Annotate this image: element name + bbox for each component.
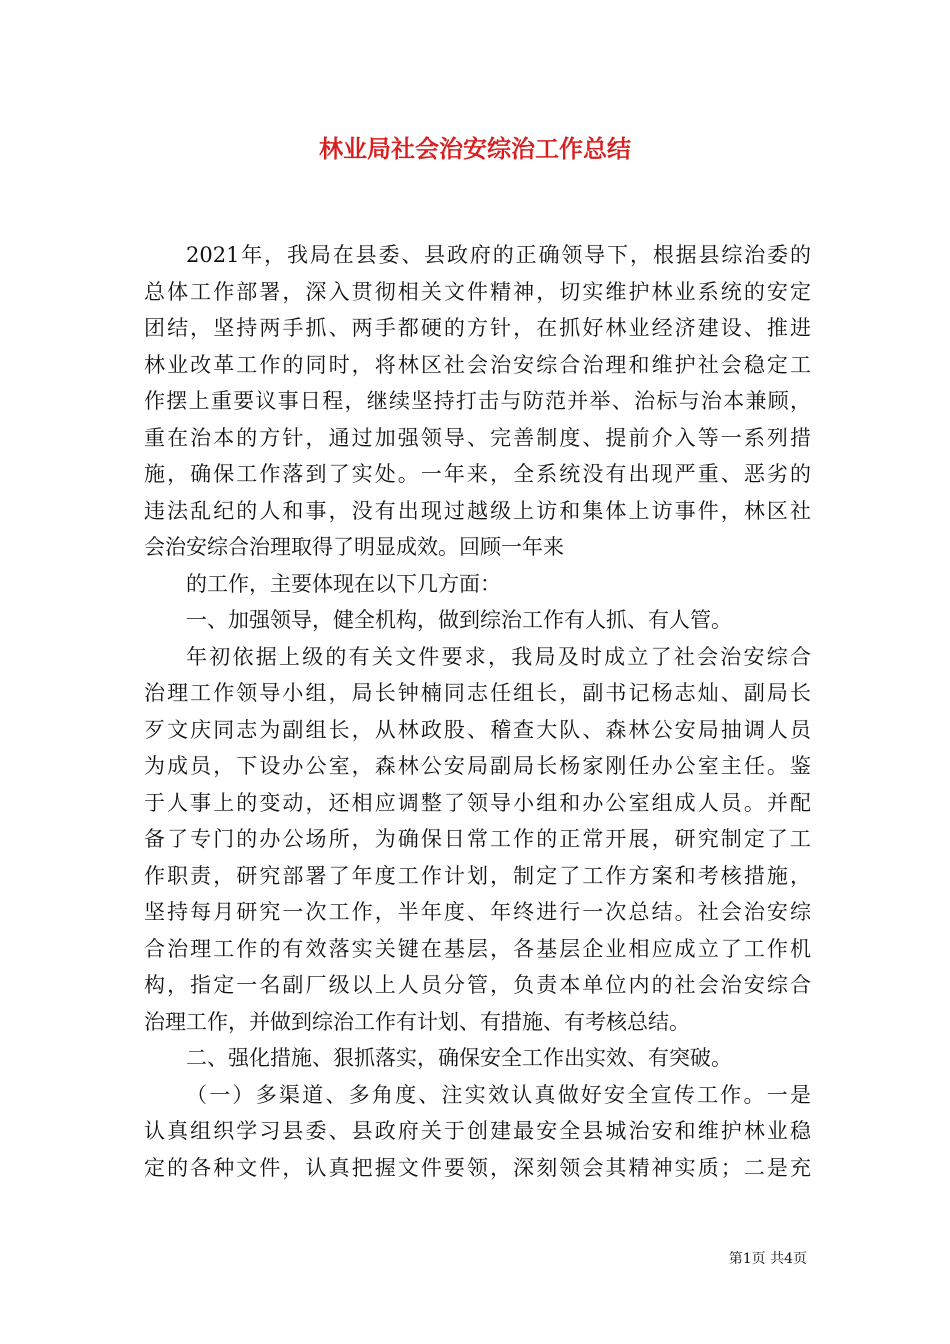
body-line: 治理工作领导小组，局长钟楠同志任组长，副书记杨志灿、副局长 <box>144 681 811 705</box>
body-line: 坚持每月研究一次工作，半年度、年终进行一次总结。社会治安综 <box>144 900 811 924</box>
body-line: 合治理工作的有效落实关键在基层，各基层企业相应成立了工作机 <box>144 936 811 961</box>
body-line: 林业改革工作的同时，将林区社会治安综合治理和维护社会稳定工 <box>144 352 811 377</box>
body-line: 年初依据上级的有关文件要求，我局及时成立了社会治安综合 <box>186 644 811 669</box>
body-line: 定的各种文件，认真把握文件要领，深刻领会其精神实质；二是充 <box>144 1155 811 1180</box>
body-line: 的工作，主要体现在以下几方面： <box>186 571 501 596</box>
body-line: 认真组织学习县委、县政府关于创建最安全县城治安和维护林业稳 <box>144 1119 811 1143</box>
document-title: 林业局社会治安综治工作总结 <box>319 134 631 163</box>
body-line: 治理工作，并做到综治工作有计划、有措施、有考核总结。 <box>144 1009 690 1034</box>
body-line: 作职责，研究部署了年度工作计划，制定了工作方案和考核措施， <box>144 863 811 888</box>
body-line: 于人事上的变动，还相应调整了领导小组和办公室组成人员。并配 <box>144 790 811 815</box>
body-line: 施，确保工作落到了实处。一年来，全系统没有出现严重、恶劣的 <box>144 462 811 486</box>
body-line: 一、加强领导，健全机构，做到综治工作有人抓、有人管。 <box>186 608 732 632</box>
body-line: 重在治本的方针，通过加强领导、完善制度、提前介入等一系列措 <box>144 425 811 450</box>
body-line: 备了专门的办公场所，为确保日常工作的正常开展，研究制定了工 <box>144 827 811 851</box>
body-line: 违法乱纪的人和事，没有出现过越级上访和集体上访事件，林区社 <box>144 498 811 523</box>
body-line: 团结，坚持两手抓、两手都硬的方针，在抓好林业经济建设、推进 <box>144 316 811 340</box>
body-line: （一）多渠道、多角度、注实效认真做好安全宣传工作。一是 <box>186 1082 811 1107</box>
page-number: 第1页 共4页 <box>728 1251 807 1267</box>
document-body <box>144 237 811 1186</box>
body-line: 总体工作部署，深入贯彻相关文件精神，切实维护林业系统的安定 <box>144 279 811 304</box>
body-line: 作摆上重要议事日程，继续坚持打击与防范并举、治标与治本兼顾， <box>144 389 811 413</box>
body-line: 二、强化措施、狠抓落实，确保安全工作出实效、有突破。 <box>186 1046 732 1070</box>
body-line: 2021年，我局在县委、县政府的正确领导下，根据县综治委的 <box>186 243 811 267</box>
body-line: 歹文庆同志为副组长，从林政股、稽查大队、森林公安局抽调人员 <box>144 717 811 742</box>
body-line: 为成员，下设办公室，森林公安局副局长杨家刚任办公室主任。鉴 <box>144 754 811 778</box>
body-line: 会治安综合治理取得了明显成效。回顾一年来 <box>144 535 564 559</box>
body-line: 构，指定一名副厂级以上人员分管，负责本单位内的社会治安综合 <box>144 973 811 997</box>
